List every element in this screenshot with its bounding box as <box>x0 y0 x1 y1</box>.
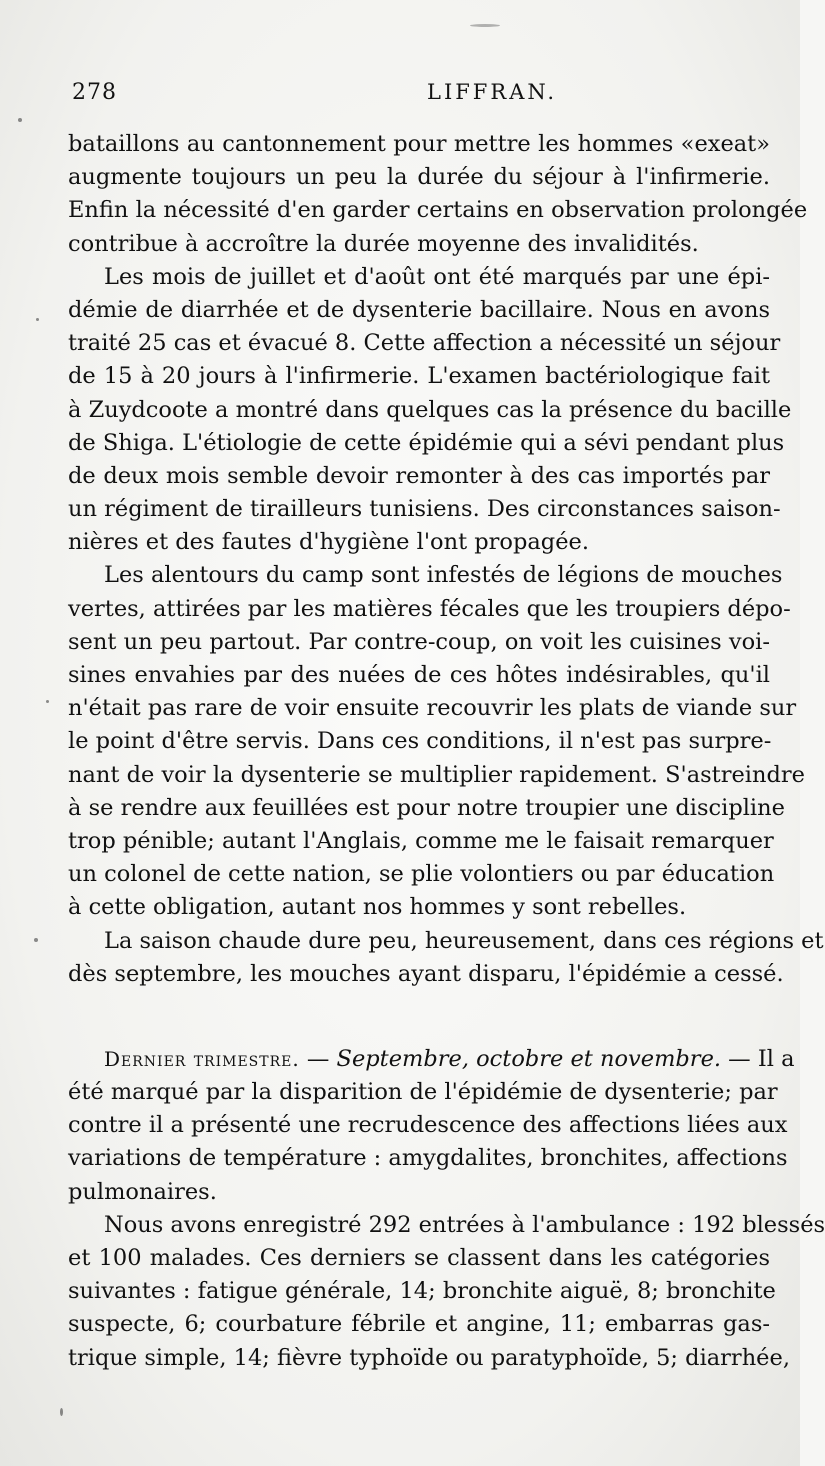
scan-speck <box>34 938 38 942</box>
text-line: variations de température : amygdalites, bronchites, affections <box>68 1145 788 1172</box>
text-line: à se rendre aux feuillées est pour notre troupier une discipline <box>68 794 785 821</box>
scan-speck <box>46 700 49 703</box>
text-line: dès septembre, les mouches ayant disparu, l'épidémie a cessé. <box>68 960 784 987</box>
paragraph-admissions <box>68 1209 825 1375</box>
text-line: suivantes : fatigue générale, 14; bronchite aiguë, 8; bronchite <box>68 1278 776 1305</box>
text-line: et 100 malades. Ces derniers se classent dans les catégories <box>68 1245 770 1271</box>
text-line: un colonel de cette nation, se plie volontiers ou par éducation <box>68 861 775 888</box>
paragraph-2 <box>68 261 792 560</box>
text-line: augmente toujours un peu la durée du séjour à l'infirmerie. <box>68 164 770 191</box>
text-line: été marqué par la disparition de l'épidémie de dysenterie; par <box>68 1079 778 1106</box>
text-line: Les alentours du camp sont infestés de légions de mouches <box>104 562 783 589</box>
text-line: un régiment de tirailleurs tunisiens. Des circonstances saison- <box>68 496 781 523</box>
text-line: trop pénible; autant l'Anglais, comme me le faisait remarquer <box>68 827 774 854</box>
scan-speck <box>36 318 39 321</box>
scan-speck <box>18 118 22 122</box>
text-line: La saison chaude dure peu, heureusement, dans ces régions et <box>104 927 824 954</box>
text-line: traité 25 cas et évacué 8. Cette affection a nécessité un séjour <box>68 330 781 357</box>
text-line: de Shiga. L'étiologie de cette épidémie qui a sévi pendant plus <box>68 429 785 456</box>
text-line: démie de diarrhée et de dysenterie bacillaire. Nous en avons <box>68 296 770 323</box>
text-line: sent un peu partout. Par contre-coup, on voit les cuisines voi- <box>68 628 770 655</box>
heading-dash: — <box>299 1045 337 1072</box>
text-line: nant de voir la dysenterie se multiplier rapidement. S'astreindre <box>68 761 805 788</box>
section-heading: Dernier trimestre. <box>104 1046 300 1071</box>
scan-speck <box>470 24 500 27</box>
text-line: sines envahies par des nuées de ces hôtes indésirables, qu'il <box>68 662 770 688</box>
section-spacer <box>68 991 770 1043</box>
text-line: à cette obligation, autant nos hommes y sont rebelles. <box>68 894 687 921</box>
section-last-quarter <box>68 1043 795 1209</box>
scan-speck <box>60 1408 63 1416</box>
text-line: Enfin la nécessité d'en garder certains en observation prolongée <box>68 197 808 224</box>
paragraph-1 <box>68 128 808 261</box>
text-line: nières et des fautes d'hygiène l'ont propagée. <box>68 529 589 556</box>
paragraph-4 <box>68 925 824 991</box>
text-line: le point d'être servis. Dans ces conditions, il n'est pas surpre- <box>68 728 772 755</box>
heading-rest: — Il a <box>721 1045 795 1072</box>
text-line: pulmonaires. <box>68 1178 217 1205</box>
text-line: Nous avons enregistré 292 entrées à l'ambulance : 192 blessés <box>104 1211 825 1238</box>
text-line: contribue à accroître la durée moyenne des invalidités. <box>68 230 699 257</box>
text-line: de deux mois semble devoir remonter à des cas importés par <box>68 462 770 489</box>
body-text <box>68 128 825 1375</box>
text-line: à Zuydcoote a montré dans quelques cas la présence du bacille <box>68 396 792 423</box>
text-line: vertes, attirées par les matières fécales que les troupiers dépo- <box>68 595 791 622</box>
paragraph-3 <box>68 559 805 924</box>
text-line: n'était pas rare de voir ensuite recouvrir les plats de viande sur <box>68 695 797 722</box>
text-line: Les mois de juillet et d'août ont été marqués par une épi- <box>104 263 770 290</box>
heading-months: Septembre, octobre et novembre. <box>336 1045 722 1072</box>
text-line: de 15 à 20 jours à l'infirmerie. L'examen bactériologique fait <box>68 363 770 390</box>
text-line: contre il a présenté une recrudescence des affections liées aux <box>68 1112 788 1139</box>
page-header <box>62 80 722 110</box>
text-line: suspecte, 6; courbature fébrile et angine, 11; embarras gas- <box>68 1311 770 1338</box>
section-heading-line <box>68 1043 795 1076</box>
text-line: trique simple, 14; fièvre typhoïde ou paratyphoïde, 5; diarrhée, <box>68 1344 790 1371</box>
text-line: bataillons au cantonnement pour mettre les hommes «exeat» <box>68 131 770 157</box>
running-title: LIFFRAN. <box>427 80 558 104</box>
page-number: 278 <box>72 80 117 105</box>
